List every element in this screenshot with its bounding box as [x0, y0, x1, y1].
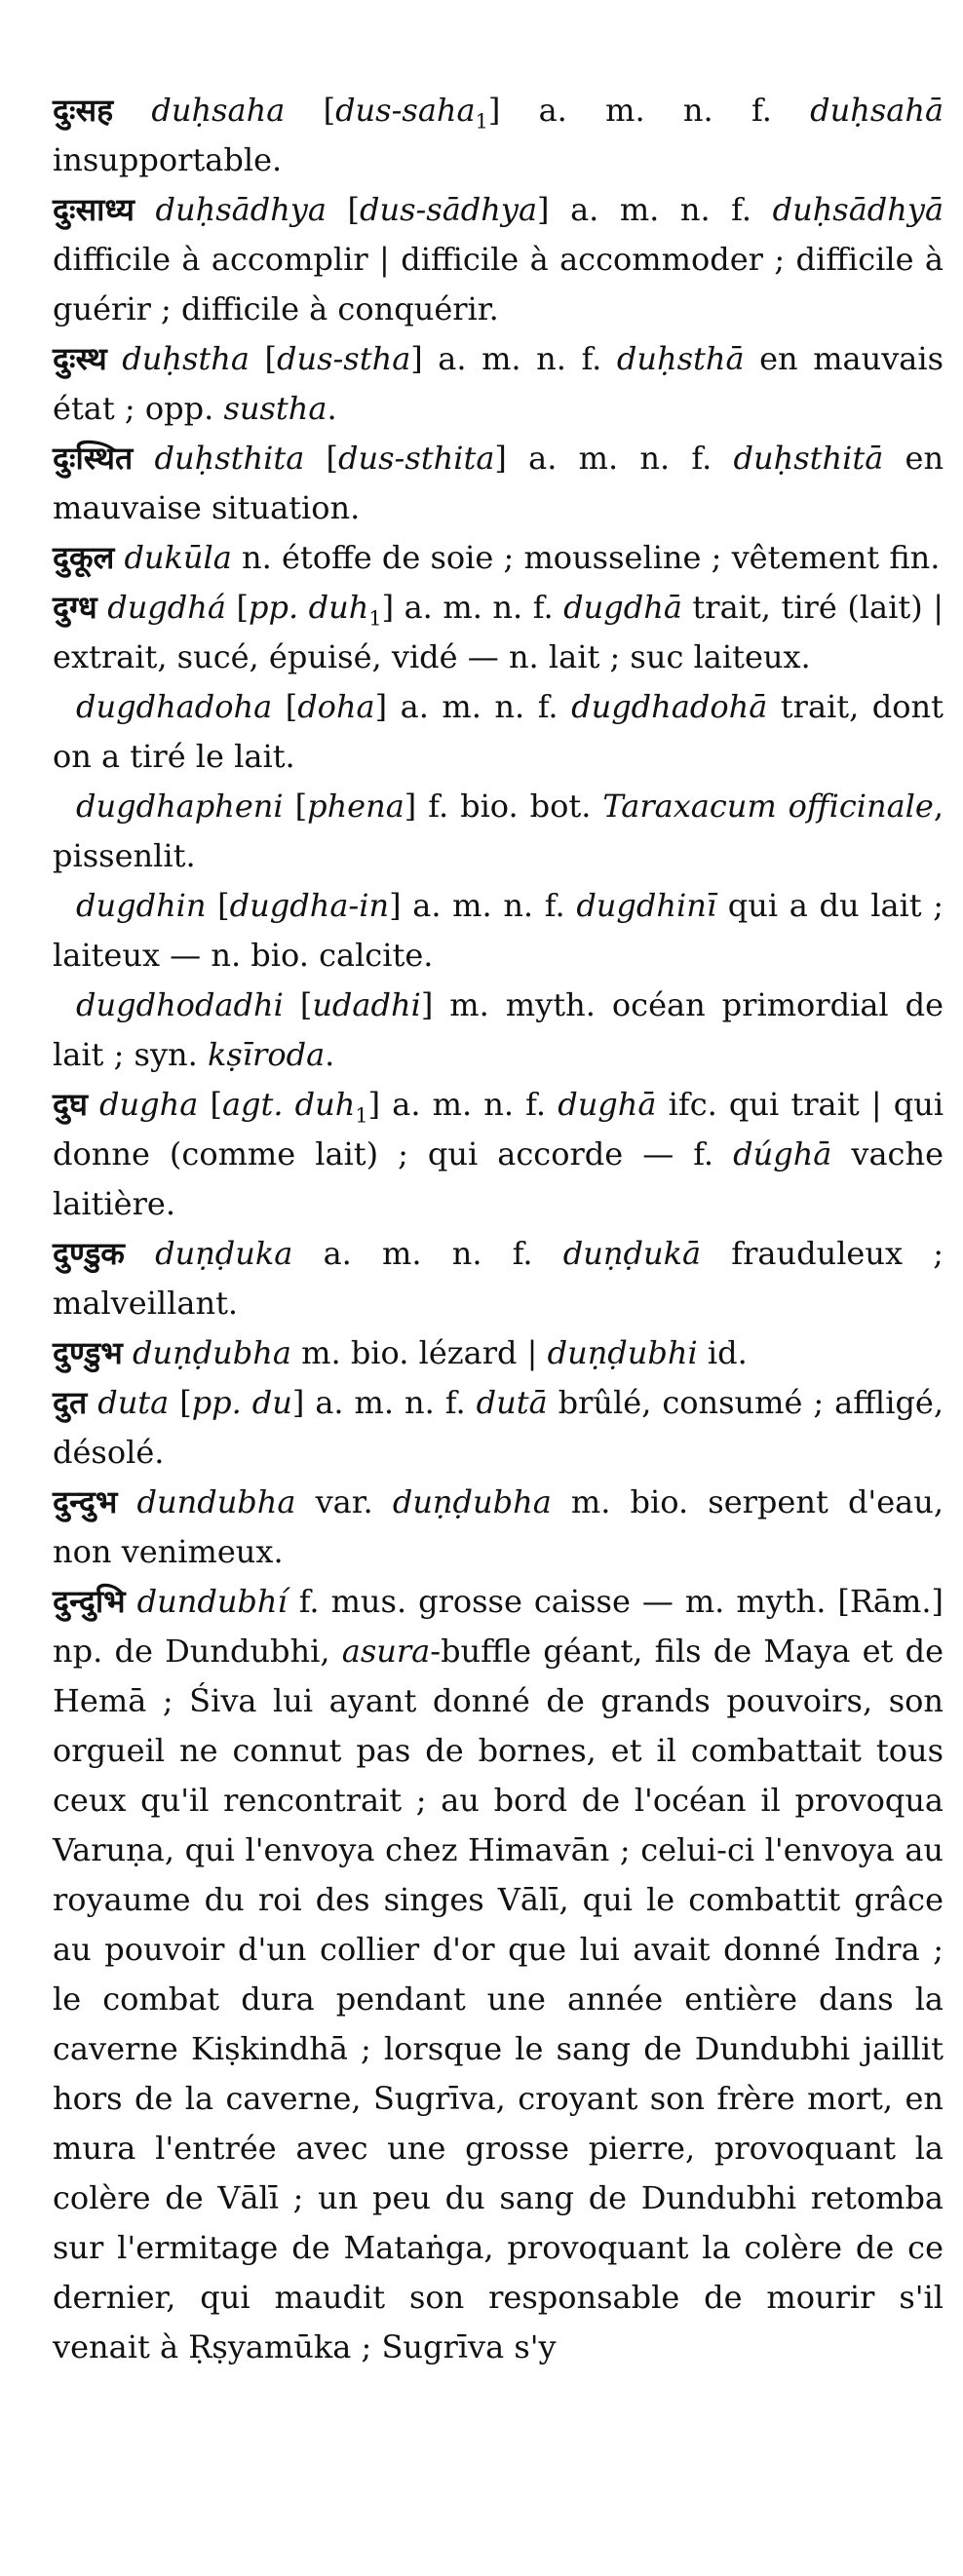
etymology: dugdha-in — [229, 887, 390, 924]
subentry-translit: dugdhapheni — [76, 788, 284, 825]
feminine-form: dugdhadohā — [571, 688, 768, 725]
feminine-form: dutā — [476, 1384, 548, 1421]
headword-translit: dundubha — [136, 1483, 296, 1520]
definition: m. bio. serpent d'eau, non venimeux. — [53, 1483, 944, 1570]
subentry-dugdhadoha: dugdhadoha [doha] a. m. n. f. dugdhadohā trait, dont on a tiré le lait. — [53, 688, 944, 775]
definition: qui a du lait ; laiteux — n. bio. calcite. — [53, 887, 944, 974]
etymology-index: 1 — [355, 1103, 368, 1128]
etymology: dus-sthita — [338, 440, 495, 477]
headword-translit: duṇḍubha — [132, 1334, 291, 1371]
headword-translit: duḥsaha — [151, 92, 286, 129]
grammar: a. m. n. f. — [400, 688, 559, 725]
feminine-form: duṇḍukā — [562, 1235, 702, 1272]
entry-duhsthita: दुःस्थित duḥsthita [dus-sthita] a. m. n. f. duḥsthitā en mauvaise situation. — [53, 440, 944, 526]
headword-devanagari: दुन्दुभ — [53, 1483, 118, 1520]
definition: trait, tiré (lait) | extrait, sucé, épuisé, vidé — n. lait ; suc laiteux. — [53, 589, 944, 675]
headword-translit: duta — [97, 1384, 170, 1421]
headword-devanagari: दुःसह — [53, 92, 114, 129]
entry-duta: दुत duta [pp. du] a. m. n. f. dutā brûlé, consumé ; affligé, désolé. — [53, 1384, 944, 1471]
feminine-noun: dúghā — [733, 1135, 832, 1173]
headword-devanagari: दुण्डुभ — [53, 1334, 123, 1371]
etymology: dus-saha — [335, 92, 476, 129]
opposite-term: sustha — [223, 390, 327, 427]
punctuation: . — [325, 1036, 335, 1073]
definition-end: id. — [707, 1334, 748, 1371]
definition: en mauvaise situation. — [53, 440, 944, 526]
grammar: m. myth. — [449, 986, 596, 1023]
definition: f. mus. grosse caisse — m. myth. [Rām.] np. de Dundubhi, — [53, 1583, 944, 1670]
definition: insupportable. — [53, 141, 283, 178]
feminine-form: dugdhā — [563, 589, 682, 626]
entry-dunduka — [53, 1229, 944, 1328]
headword-devanagari: दुण्डुक — [53, 1235, 125, 1272]
definition: en mauvais état ; opp. — [53, 340, 944, 427]
grammar: a. m. n. f. — [528, 440, 713, 477]
feminine-form: duḥsādhyā — [772, 191, 944, 228]
headword-devanagari: दुग्ध — [53, 589, 97, 626]
definition-continued: -buffle géant, fils de Maya et de Hemā ; Śiva lui ayant donné de grands pouvoirs, son orgueil ne connut pas de bornes, et il combattait tous ceux qu'il rencontrait ; au bord de l'océan il provoqua Varuṇa, qui l'envoya chez Himavān ; celui-ci l'envoya au royaume du roi des singes Vālī, qui le combattit grâce au pouvoir d'un collier d'or que lui avait donné Indra ; le combat dura pendant une année entière dans la caverne Kiṣkindhā ; lorsque le sang de Dundubhi jaillit hors de la caverne, Sugrīva, croyant son frère mort, en mura l'entrée avec une grosse pierre, provoquant la colère de Vālī ; un peu du sang de Dundubhi retomba sur l'ermitage de Mataṅga, provoquant la colère de ce dernier, qui maudit son responsable de mourir s'il venait à Ṛṣyamūka ; Sugrīva s'y — [53, 1633, 944, 2365]
grammar: a. m. n. f. — [404, 589, 554, 626]
asura-term: asura — [341, 1633, 431, 1670]
entry-dundubha-lizard — [53, 1328, 944, 1378]
etymology: udadhi — [312, 986, 421, 1023]
entry-dugha: दुघ dugha [agt. duh$_1$] a. m. n. f. dughā ifc. qui trait | qui donne (comme lait) ; qui accorde — f. dúghā vache laitière. — [53, 1086, 944, 1222]
grammar: f. bio. bot. — [428, 788, 592, 825]
entry-dukula — [53, 533, 944, 583]
etymology: agt. duh — [221, 1086, 356, 1123]
alternate-form: duṇḍubhi — [547, 1334, 698, 1371]
definition: brûlé, consumé ; affligé, désolé. — [53, 1384, 944, 1471]
alternate-form: duṇḍubha — [392, 1483, 552, 1520]
definition-end: vache laitière. — [53, 1135, 944, 1222]
headword-translit: dugha — [99, 1086, 199, 1123]
etymology: pp. duh — [248, 589, 369, 626]
definition: , pissenlit. — [53, 788, 944, 874]
headword-translit: duḥstha — [122, 340, 250, 377]
headword-devanagari: दुकूल — [53, 539, 115, 576]
definition: trait, dont on a tiré le lait. — [53, 688, 944, 775]
grammar: a. m. n. f. — [538, 92, 772, 129]
grammar: a. m. n. f. — [438, 340, 602, 377]
definition: ifc. qui trait | qui donne (comme lait) ; qui accorde — f. — [53, 1086, 944, 1173]
variant-label: var. — [315, 1483, 373, 1520]
entry-duhsaha: दुःसह duḥsaha [dus-saha$_1$] a. m. n. f. duḥsahā insupportable. — [53, 92, 944, 178]
entry-dundubhi — [53, 1577, 944, 2372]
etymology: dus-stha — [276, 340, 411, 377]
grammar: a. m. n. f. — [570, 191, 752, 228]
entry-duhstha: दुःस्थ duḥstha [dus-stha] a. m. n. f. duḥsthā en mauvais état ; opp. sustha. — [53, 340, 944, 427]
definition: difficile à accomplir | difficile à accommoder ; difficile à guérir ; difficile à conquérir. — [53, 241, 944, 327]
etymology: pp. du — [191, 1384, 292, 1421]
feminine-form: dugdhinī — [576, 887, 717, 924]
etymology-index: 1 — [368, 606, 382, 631]
subentry-dugdhin: dugdhin [dugdha-in] a. m. n. f. dugdhinī qui a du lait ; laiteux — n. bio. calcite. — [53, 887, 944, 974]
headword-devanagari: दुन्दुभि — [53, 1583, 126, 1620]
definition: océan primordial de lait ; syn. — [53, 986, 944, 1073]
grammar: a. m. n. f. — [412, 887, 565, 924]
synonym: kṣīroda — [207, 1036, 326, 1073]
subentry-dugdhapheni: dugdhapheni [phena] f. bio. bot. Taraxacum officinale, pissenlit. — [53, 788, 944, 874]
subentry-translit: dugdhodadhi — [76, 986, 284, 1023]
punctuation: . — [327, 390, 337, 427]
headword-translit: dugdhá — [107, 589, 226, 626]
headword-devanagari: दुघ — [53, 1086, 88, 1123]
definition: n. étoffe de soie ; mousseline ; vêtement fin. — [242, 539, 941, 576]
entry-dundubha-serpent — [53, 1478, 944, 1577]
entry-dugdha: दुग्ध dugdhá [pp. duh$_1$] a. m. n. f. dugdhā trait, tiré (lait) | extrait, sucé, épuisé, vidé — n. lait ; suc laiteux. — [53, 589, 944, 675]
subentry-translit: dugdhadoha — [76, 688, 273, 725]
subentry-dugdhodadhi: dugdhodadhi [udadhi] m. myth. océan primordial de lait ; syn. kṣīroda. — [53, 986, 944, 1073]
headword-devanagari: दुःस्थ — [53, 340, 107, 377]
feminine-form: dughā — [558, 1086, 657, 1123]
headword-devanagari: दुःसाध्य — [53, 191, 135, 228]
feminine-form: duḥsthitā — [733, 440, 884, 477]
etymology: doha — [297, 688, 375, 725]
grammar: a. m. n. f. — [392, 1086, 547, 1123]
subentry-translit: dugdhin — [76, 887, 207, 924]
etymology: phena — [307, 788, 404, 825]
definition: m. bio. lézard | — [301, 1334, 538, 1371]
entry-duhsadhya: दुःसाध्य duḥsādhya [dus-sādhya] a. m. n. f. duḥsādhyā difficile à accomplir | difficile à accommoder ; difficile à guérir ; difficile à conquérir. — [53, 191, 944, 327]
headword-translit: duṇḍuka — [155, 1235, 293, 1272]
grammar: a. m. n. f. — [315, 1384, 466, 1421]
headword-devanagari: दुत — [53, 1384, 88, 1421]
feminine-form: duḥsahā — [810, 92, 944, 129]
headword-translit: duḥsādhya — [155, 191, 327, 228]
headword-translit: duḥsthita — [154, 440, 305, 477]
etymology: dus-sādhya — [359, 191, 538, 228]
definition: frauduleux ; malveillant. — [53, 1235, 944, 1322]
headword-devanagari: दुःस्थित — [53, 440, 134, 477]
latin-name: Taraxacum officinale — [602, 788, 934, 825]
feminine-form: duḥsthā — [616, 340, 745, 377]
headword-translit: dukūla — [124, 539, 232, 576]
grammar: a. m. n. f. — [323, 1235, 533, 1272]
etymology-index: 1 — [475, 109, 488, 134]
entry-list — [53, 86, 944, 2372]
headword-translit: dundubhí — [136, 1583, 288, 1620]
